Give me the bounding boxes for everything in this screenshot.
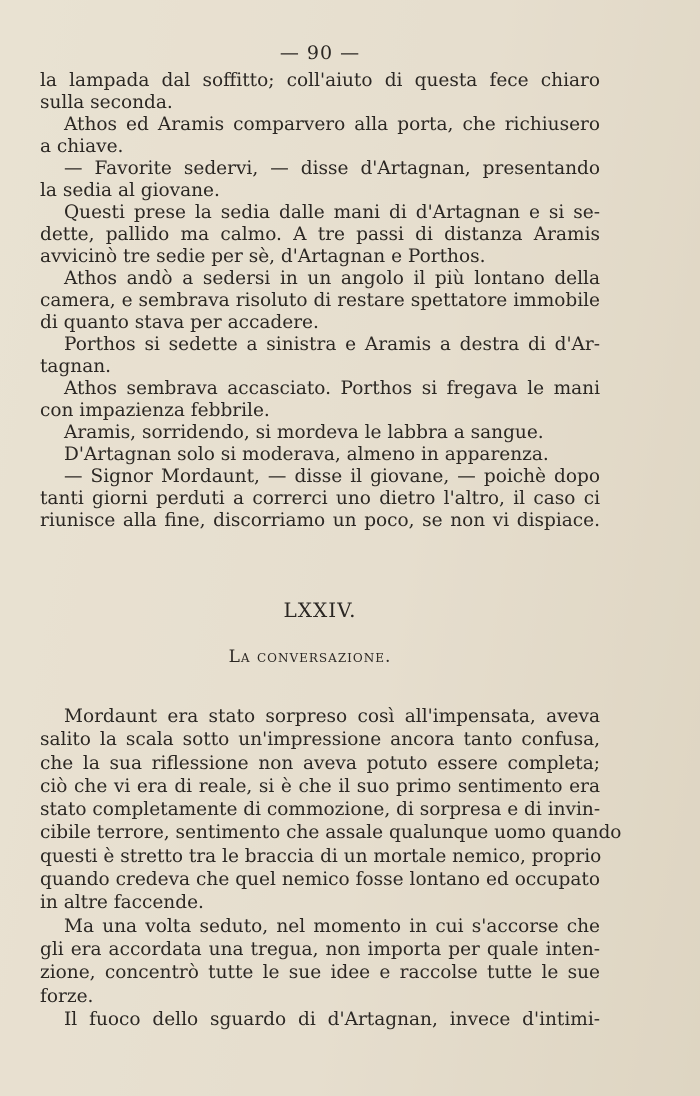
text-line: la sedia al giovane. — [40, 180, 220, 201]
text-line: questi è stretto tra le braccia di un mortale nemico, proprio — [40, 845, 602, 867]
text-line: zione, concentrò tutte le sue idee e raccolse tutte le sue — [40, 962, 600, 984]
text-line: cibile terrore, sentimento che assale qualunque uomo quando — [40, 822, 622, 844]
text-line: Ma una volta seduto, nel momento in cui s'accorse che — [64, 915, 600, 937]
text-line: salito la scala sotto un'impressione ancora tanto confusa, — [40, 729, 600, 751]
text-line: riunisce alla fine, discorriamo un poco, se non vi dispiace. — [40, 510, 600, 531]
text-line: Athos sembrava accasciato. Porthos si fregava le mani — [64, 378, 600, 399]
page-number: — 90 — — [279, 42, 361, 64]
text-block-bottom — [40, 705, 622, 1031]
text-line: a chiave. — [40, 136, 124, 157]
text-line: avvicinò tre sedie per sè, d'Artagnan e Porthos. — [40, 246, 486, 267]
text-line: dette, pallido ma calmo. A tre passi di distanza Aramis — [40, 224, 600, 245]
text-line: D'Artagnan solo si moderava, almeno in apparenza. — [64, 444, 549, 465]
text-block-top — [40, 70, 600, 532]
text-line: tanti giorni perduti a correrci uno dietro l'altro, il caso ci — [40, 488, 600, 509]
text-line: in altre faccende. — [40, 892, 204, 914]
text-line: Questi prese la sedia dalle mani di d'Artagnan e si se- — [64, 202, 600, 223]
text-line: tagnan. — [40, 356, 112, 377]
text-line: Mordaunt era stato sorpreso così all'impensata, aveva — [64, 706, 600, 727]
text-line: di quanto stava per accadere. — [40, 312, 319, 333]
text-line: che la sua riflessione non aveva potuto essere completa; — [40, 752, 600, 774]
text-line: gli era accordata una tregua, non importa per quale inten- — [40, 938, 600, 960]
chapter-number: LXXIV. — [283, 598, 357, 622]
chapter-title: La conversazione. — [228, 647, 392, 667]
text-line: Il fuoco dello sguardo di d'Artagnan, invece d'intimi- — [64, 1008, 600, 1030]
text-line: ciò che vi era di reale, si è che il suo primo sentimento era — [40, 775, 600, 797]
text-line: sulla seconda. — [40, 92, 173, 113]
text-line: con impazienza febbrile. — [40, 400, 270, 421]
text-line: — Signor Mordaunt, — disse il giovane, — poichè dopo — [64, 466, 600, 487]
text-line: Aramis, sorridendo, si mordeva le labbra a sangue. — [64, 422, 544, 443]
text-line: Athos andò a sedersi in un angolo il più lontano della — [64, 268, 600, 289]
text-line: quando credeva che quel nemico fosse lontano ed occupato — [40, 869, 600, 891]
text-line: Porthos si sedette a sinistra e Aramis a destra di d'Ar- — [64, 334, 600, 355]
text-line: stato completamente di commozione, di sorpresa e di invin- — [40, 799, 601, 821]
text-line: Athos ed Aramis comparvero alla porta, che richiusero — [64, 114, 600, 135]
text-line: la lampada dal soffitto; coll'aiuto di questa fece chiaro — [40, 70, 600, 91]
text-line: forze. — [40, 985, 94, 1007]
text-line: — Favorite sedervi, — disse d'Artagnan, presentando — [64, 158, 600, 179]
text-line: camera, e sembrava risoluto di restare spettatore immobile — [40, 290, 600, 311]
